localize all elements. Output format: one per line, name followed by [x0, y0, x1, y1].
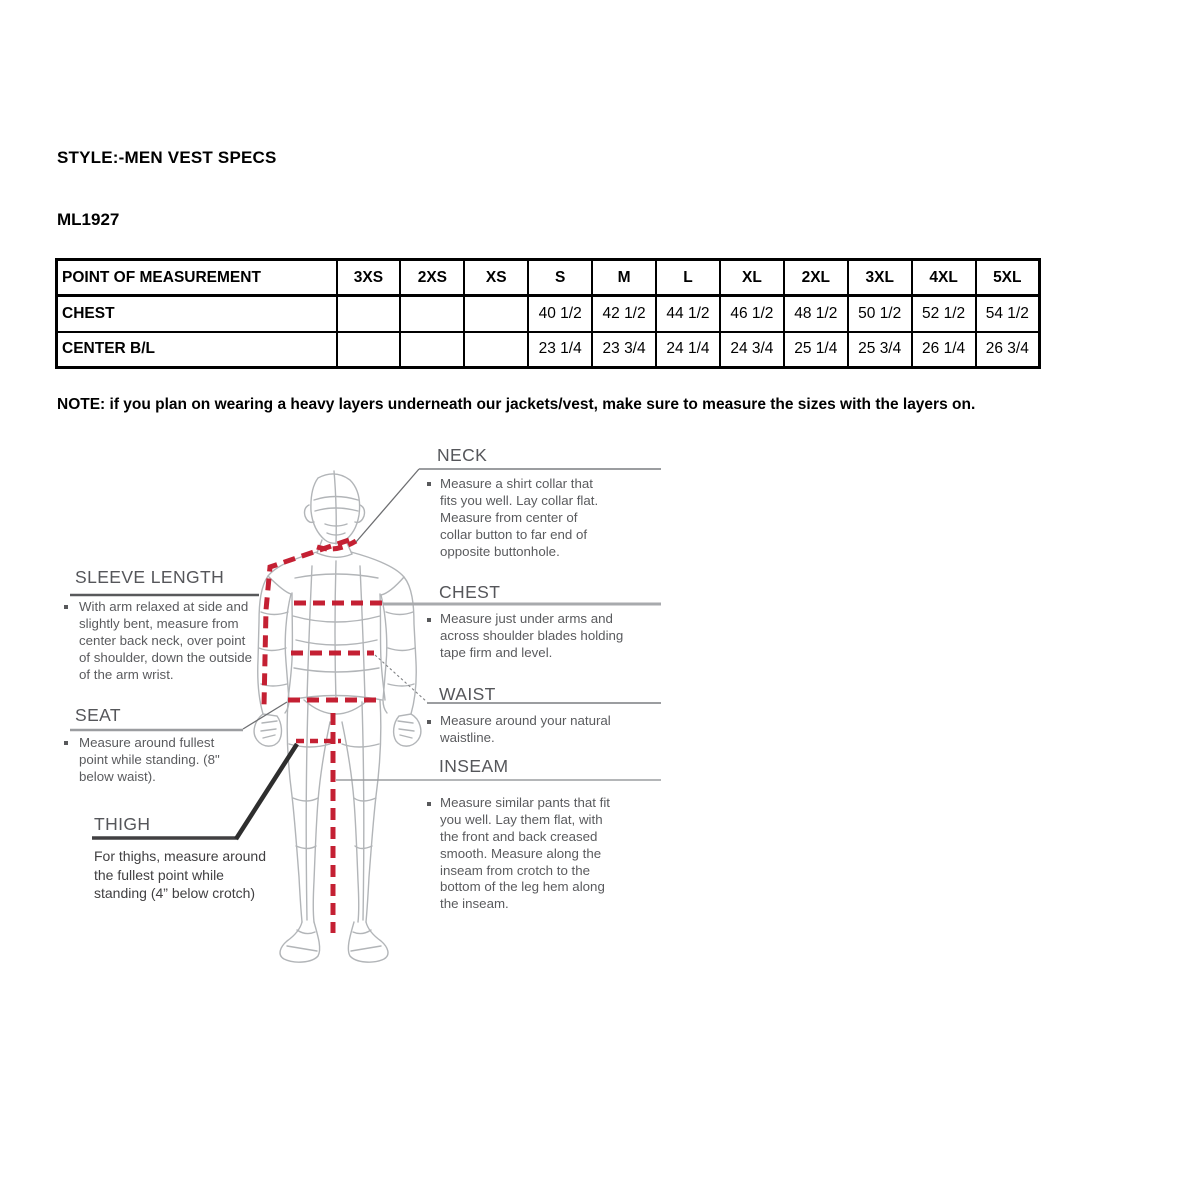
- row-label-center-bl: CENTER B/L: [57, 332, 337, 368]
- cell-chest-4xl: 52 1/2: [912, 296, 976, 332]
- column-header-2xl: 2XL: [784, 260, 848, 296]
- neck-bullet-icon: [427, 482, 431, 486]
- column-header-3xl: 3XL: [848, 260, 912, 296]
- neck-label: NECK: [437, 445, 488, 465]
- inseam-bullet-icon: [427, 802, 431, 806]
- waist-bullet-icon: [427, 720, 431, 724]
- cell-centerbl-xs: [464, 332, 528, 368]
- cell-chest-5xl: 54 1/2: [976, 296, 1040, 332]
- column-header-xs: XS: [464, 260, 528, 296]
- cell-chest-m: 42 1/2: [592, 296, 656, 332]
- column-header-l: L: [656, 260, 720, 296]
- cell-centerbl-m: 23 3/4: [592, 332, 656, 368]
- sleeve-length-description: With arm relaxed at side and slightly bent, measure from center back neck, over point of shoulder, down the outside of the arm wrist.: [79, 599, 252, 682]
- column-header-s: S: [528, 260, 592, 296]
- waist-pointer-line: [375, 655, 427, 702]
- sleeve-dash-line: [264, 540, 349, 706]
- column-header-xl: XL: [720, 260, 784, 296]
- seat-pointer-line: [243, 702, 287, 729]
- seat-description: Measure around fullest point while standing. (8" below waist).: [79, 735, 220, 784]
- column-header-4xl: 4XL: [912, 260, 976, 296]
- column-header-m: M: [592, 260, 656, 296]
- cell-centerbl-3xs: [337, 332, 401, 368]
- size-table-header-row: [57, 260, 1040, 296]
- inseam-description: Measure similar pants that fit you well. Lay them flat, with the front and back creased smooth. Measure along the inseam from crotch to the bottom of the leg hem along the inseam.: [440, 795, 610, 912]
- style-code: ML1927: [57, 210, 120, 229]
- cell-centerbl-s: 23 1/4: [528, 332, 592, 368]
- table-row-center-bl: [57, 332, 1040, 368]
- table-row-chest: [57, 296, 1040, 332]
- size-table: [55, 258, 1041, 369]
- thigh-pointer-line: [236, 744, 297, 839]
- cell-centerbl-5xl: 26 3/4: [976, 332, 1040, 368]
- cell-chest-s: 40 1/2: [528, 296, 592, 332]
- row-label-chest: CHEST: [57, 296, 337, 332]
- cell-centerbl-4xl: 26 1/4: [912, 332, 976, 368]
- chest-description: Measure just under arms and across shoulder blades holding tape firm and level.: [440, 611, 624, 660]
- chest-label: CHEST: [439, 582, 501, 602]
- column-header-5xl: 5XL: [976, 260, 1040, 296]
- chest-bullet-icon: [427, 618, 431, 622]
- thigh-description: For thighs, measure around the fullest point while standing (4” below crotch): [94, 848, 266, 902]
- cell-chest-xs: [464, 296, 528, 332]
- wireframe-body: [254, 471, 421, 962]
- cell-centerbl-2xs: [400, 332, 464, 368]
- sleeve-length-bullet-icon: [64, 605, 68, 609]
- measurement-dash-lines: [264, 540, 382, 933]
- cell-centerbl-3xl: 25 3/4: [848, 332, 912, 368]
- seat-label: SEAT: [75, 705, 122, 725]
- waist-label: WAIST: [439, 684, 496, 704]
- neck-pointer-line: [356, 469, 419, 542]
- waist-description: Measure around your natural waistline.: [440, 713, 611, 745]
- cell-chest-xl: 46 1/2: [720, 296, 784, 332]
- cell-centerbl-2xl: 25 1/4: [784, 332, 848, 368]
- column-header-point-of-measurement: POINT OF MEASUREMENT: [57, 260, 337, 296]
- seat-bullet-icon: [64, 741, 68, 745]
- neck-description: Measure a shirt collar that fits you well. Lay collar flat. Measure from center of collar button to far end of opposite buttonhole.: [440, 476, 599, 559]
- cell-centerbl-l: 24 1/4: [656, 332, 720, 368]
- column-header-3xs: 3XS: [337, 260, 401, 296]
- thigh-label: THIGH: [94, 814, 151, 834]
- page-title: STYLE:-MEN VEST SPECS: [57, 148, 277, 167]
- note-text: NOTE: if you plan on wearing a heavy layers underneath our jackets/vest, make sure to measure the sizes with the layers on.: [57, 396, 976, 413]
- cell-chest-3xs: [337, 296, 401, 332]
- inseam-label: INSEAM: [439, 756, 509, 776]
- neck-dash-line: [317, 541, 356, 549]
- cell-chest-2xl: 48 1/2: [784, 296, 848, 332]
- column-header-2xs: 2XS: [400, 260, 464, 296]
- cell-chest-l: 44 1/2: [656, 296, 720, 332]
- cell-chest-2xs: [400, 296, 464, 332]
- cell-chest-3xl: 50 1/2: [848, 296, 912, 332]
- sleeve-length-label: SLEEVE LENGTH: [75, 567, 225, 587]
- cell-centerbl-xl: 24 3/4: [720, 332, 784, 368]
